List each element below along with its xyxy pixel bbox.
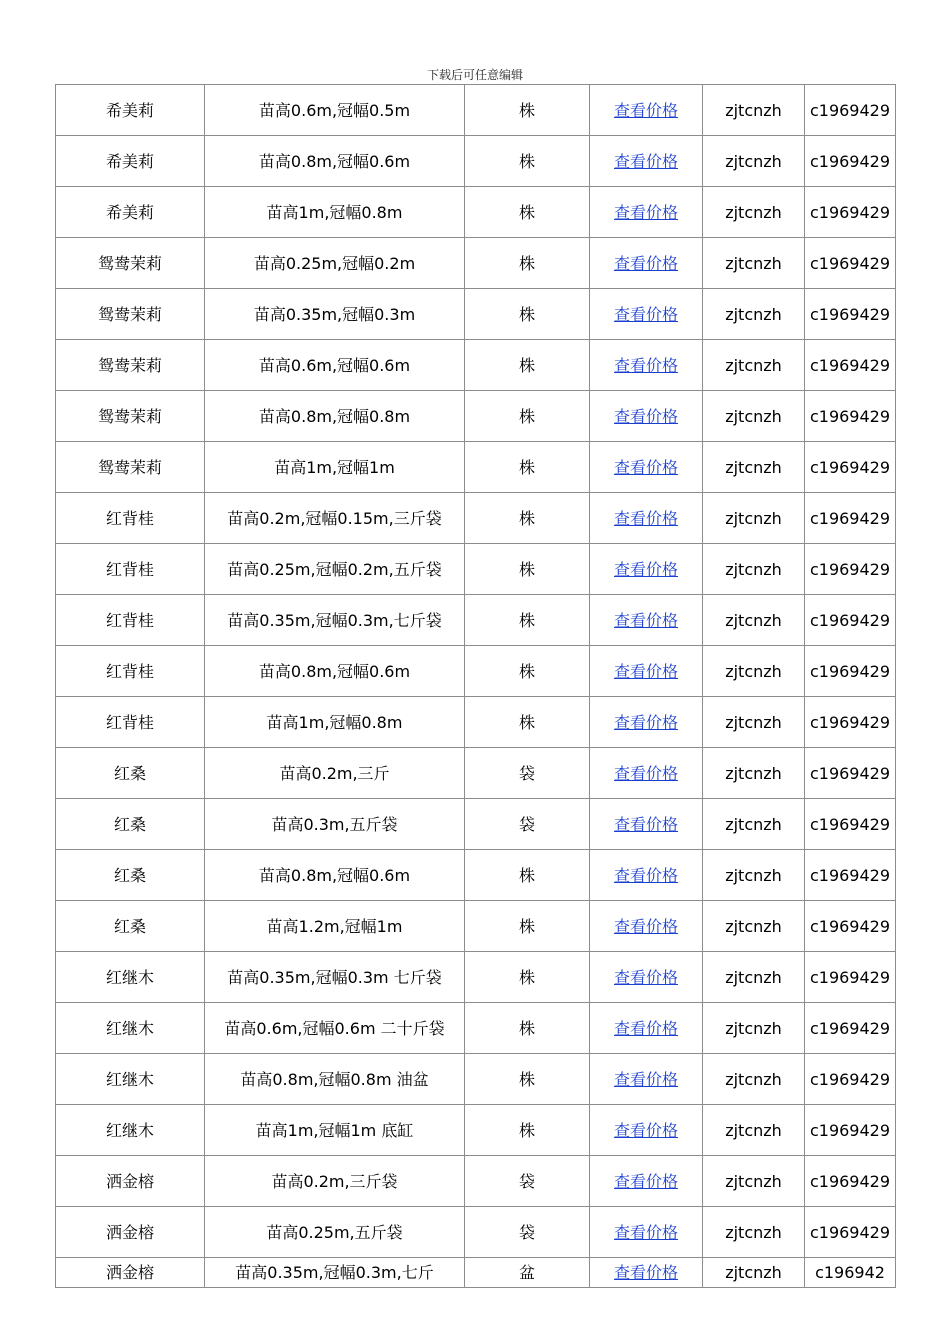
view-price-link[interactable]: 查看价格 [613, 406, 678, 426]
unit-cell: 株 [465, 238, 590, 289]
table-row [56, 697, 896, 748]
table-row [56, 85, 896, 136]
spec-cell: 苗高0.8m,冠幅0.6m [205, 136, 465, 187]
price-link-cell [590, 697, 703, 748]
table-row [56, 442, 896, 493]
view-price-link[interactable]: 查看价格 [613, 610, 678, 630]
table-row [56, 1207, 896, 1258]
code-text: c1969429 [809, 100, 891, 120]
code-text: c1969429 [809, 355, 891, 375]
code-text: c1969429 [809, 253, 891, 273]
view-price-link[interactable]: 查看价格 [613, 1171, 678, 1191]
unit-cell: 袋 [465, 748, 590, 799]
table-row [56, 1156, 896, 1207]
contact-cell: zjtcnzh [703, 136, 805, 187]
code-cell [805, 289, 896, 340]
price-link-cell [590, 289, 703, 340]
table-row [56, 850, 896, 901]
code-cell [805, 340, 896, 391]
table-body [56, 85, 896, 1288]
code-text: c1969429 [809, 967, 891, 987]
code-text: c1969429 [809, 763, 891, 783]
table-row [56, 391, 896, 442]
code-text: c1969429 [809, 508, 891, 528]
code-text: c1969429 [809, 610, 891, 630]
plant-name-cell: 鸳鸯茉莉 [56, 391, 205, 442]
spec-cell: 苗高0.8m,冠幅0.6m [205, 850, 465, 901]
code-cell [805, 85, 896, 136]
contact-cell: zjtcnzh [703, 748, 805, 799]
price-link-cell [590, 340, 703, 391]
view-price-link[interactable]: 查看价格 [613, 661, 678, 681]
spec-cell: 苗高0.6m,冠幅0.5m [205, 85, 465, 136]
contact-cell: zjtcnzh [703, 697, 805, 748]
code-cell [805, 850, 896, 901]
unit-cell: 袋 [465, 1156, 590, 1207]
table-row [56, 901, 896, 952]
spec-cell: 苗高1m,冠幅1m [205, 442, 465, 493]
view-price-link[interactable]: 查看价格 [613, 253, 678, 273]
view-price-link[interactable]: 查看价格 [613, 457, 678, 477]
plant-name-cell: 洒金榕 [56, 1156, 205, 1207]
contact-cell: zjtcnzh [703, 1207, 805, 1258]
plant-name-cell: 红桑 [56, 850, 205, 901]
code-text: c1969429 [809, 1171, 891, 1191]
spec-cell: 苗高0.2m,三斤 [205, 748, 465, 799]
unit-cell: 株 [465, 901, 590, 952]
code-cell [805, 799, 896, 850]
table-row [56, 952, 896, 1003]
view-price-link[interactable]: 查看价格 [613, 1263, 678, 1282]
price-link-cell [590, 901, 703, 952]
contact-cell: zjtcnzh [703, 901, 805, 952]
code-text: c1969429 [809, 1120, 891, 1140]
table-row [56, 646, 896, 697]
code-text: c1969429 [809, 457, 891, 477]
price-link-cell [590, 85, 703, 136]
code-cell [805, 1003, 896, 1054]
code-cell [805, 136, 896, 187]
code-cell [805, 697, 896, 748]
table-row [56, 544, 896, 595]
view-price-link[interactable]: 查看价格 [613, 814, 678, 834]
contact-cell: zjtcnzh [703, 1258, 805, 1288]
unit-cell: 株 [465, 187, 590, 238]
table-row [56, 493, 896, 544]
price-link-cell [590, 1054, 703, 1105]
price-link-cell [590, 850, 703, 901]
plant-name-cell: 洒金榕 [56, 1207, 205, 1258]
table-row [56, 136, 896, 187]
spec-cell: 苗高0.3m,五斤袋 [205, 799, 465, 850]
code-cell [805, 1207, 896, 1258]
code-cell [805, 238, 896, 289]
code-text: c196942 [815, 1263, 885, 1282]
code-text: c1969429 [809, 865, 891, 885]
view-price-link[interactable]: 查看价格 [613, 202, 678, 222]
plant-name-cell: 红背桂 [56, 646, 205, 697]
plant-name-cell: 鸳鸯茉莉 [56, 238, 205, 289]
contact-cell: zjtcnzh [703, 493, 805, 544]
code-cell [805, 442, 896, 493]
code-text: c1969429 [809, 1222, 891, 1242]
price-link-cell [590, 544, 703, 595]
code-cell [805, 952, 896, 1003]
plant-name-cell: 希美莉 [56, 85, 205, 136]
price-link-cell [590, 493, 703, 544]
table-row [56, 1105, 896, 1156]
plant-name-cell: 红桑 [56, 901, 205, 952]
table-row [56, 1258, 896, 1288]
code-cell [805, 595, 896, 646]
view-price-link[interactable]: 查看价格 [613, 559, 678, 579]
unit-cell: 株 [465, 544, 590, 595]
plant-name-cell: 鸳鸯茉莉 [56, 442, 205, 493]
price-table [55, 84, 896, 1288]
spec-cell: 苗高0.25m,冠幅0.2m [205, 238, 465, 289]
price-link-cell [590, 595, 703, 646]
spec-cell: 苗高0.6m,冠幅0.6m 二十斤袋 [205, 1003, 465, 1054]
plant-name-cell: 希美莉 [56, 187, 205, 238]
code-text: c1969429 [809, 712, 891, 732]
code-text: c1969429 [809, 814, 891, 834]
code-cell [805, 1156, 896, 1207]
unit-cell: 株 [465, 493, 590, 544]
plant-name-cell: 红继木 [56, 1003, 205, 1054]
code-text: c1969429 [809, 202, 891, 222]
unit-cell: 株 [465, 442, 590, 493]
table-row [56, 595, 896, 646]
contact-cell: zjtcnzh [703, 850, 805, 901]
spec-cell: 苗高1m,冠幅0.8m [205, 697, 465, 748]
unit-cell: 株 [465, 697, 590, 748]
plant-name-cell: 红背桂 [56, 544, 205, 595]
plant-name-cell: 红继木 [56, 1105, 205, 1156]
unit-cell: 株 [465, 1054, 590, 1105]
price-link-cell [590, 799, 703, 850]
price-link-cell [590, 187, 703, 238]
spec-cell: 苗高0.8m,冠幅0.6m [205, 646, 465, 697]
view-price-link[interactable]: 查看价格 [613, 967, 678, 987]
plant-name-cell: 希美莉 [56, 136, 205, 187]
spec-cell: 苗高0.2m,冠幅0.15m,三斤袋 [205, 493, 465, 544]
table-row [56, 748, 896, 799]
spec-cell: 苗高0.8m,冠幅0.8m [205, 391, 465, 442]
plant-name-cell: 红背桂 [56, 697, 205, 748]
view-price-link[interactable]: 查看价格 [613, 151, 678, 171]
spec-cell: 苗高1.2m,冠幅1m [205, 901, 465, 952]
unit-cell: 盆 [465, 1258, 590, 1288]
table-row [56, 289, 896, 340]
unit-cell: 株 [465, 952, 590, 1003]
view-price-link[interactable]: 查看价格 [613, 304, 678, 324]
unit-cell: 袋 [465, 799, 590, 850]
price-link-cell [590, 1156, 703, 1207]
view-price-link[interactable]: 查看价格 [613, 1018, 678, 1038]
code-text: c1969429 [809, 559, 891, 579]
code-text: c1969429 [809, 151, 891, 171]
code-cell [805, 901, 896, 952]
unit-cell: 株 [465, 1003, 590, 1054]
code-cell [805, 748, 896, 799]
unit-cell: 株 [465, 289, 590, 340]
table-row [56, 799, 896, 850]
plant-name-cell: 鸳鸯茉莉 [56, 289, 205, 340]
unit-cell: 株 [465, 850, 590, 901]
code-cell [805, 544, 896, 595]
table-row [56, 1054, 896, 1105]
plant-name-cell: 红背桂 [56, 493, 205, 544]
spec-cell: 苗高1m,冠幅1m 底缸 [205, 1105, 465, 1156]
view-price-link[interactable]: 查看价格 [613, 508, 678, 528]
code-cell [805, 187, 896, 238]
price-link-cell [590, 952, 703, 1003]
contact-cell: zjtcnzh [703, 1003, 805, 1054]
spec-cell: 苗高0.35m,冠幅0.3m,七斤袋 [205, 595, 465, 646]
table-row [56, 187, 896, 238]
view-price-link[interactable]: 查看价格 [613, 916, 678, 936]
table-row [56, 1003, 896, 1054]
price-link-cell [590, 442, 703, 493]
view-price-link[interactable]: 查看价格 [613, 763, 678, 783]
contact-cell: zjtcnzh [703, 1054, 805, 1105]
unit-cell: 株 [465, 391, 590, 442]
code-text: c1969429 [809, 916, 891, 936]
code-cell [805, 391, 896, 442]
contact-cell: zjtcnzh [703, 1156, 805, 1207]
unit-cell: 株 [465, 595, 590, 646]
code-text: c1969429 [809, 1018, 891, 1038]
contact-cell: zjtcnzh [703, 289, 805, 340]
view-price-link[interactable]: 查看价格 [613, 355, 678, 375]
table-row [56, 340, 896, 391]
unit-cell: 株 [465, 85, 590, 136]
code-cell [805, 1258, 896, 1288]
price-link-cell [590, 136, 703, 187]
contact-cell: zjtcnzh [703, 85, 805, 136]
price-link-cell [590, 238, 703, 289]
price-link-cell [590, 646, 703, 697]
spec-cell: 苗高0.6m,冠幅0.6m [205, 340, 465, 391]
view-price-link[interactable]: 查看价格 [613, 100, 678, 120]
contact-cell: zjtcnzh [703, 544, 805, 595]
spec-cell: 苗高0.35m,冠幅0.3m 七斤袋 [205, 952, 465, 1003]
unit-cell: 株 [465, 136, 590, 187]
contact-cell: zjtcnzh [703, 952, 805, 1003]
view-price-link[interactable]: 查看价格 [613, 1069, 678, 1089]
plant-name-cell: 红继木 [56, 1054, 205, 1105]
view-price-link[interactable]: 查看价格 [613, 1120, 678, 1140]
price-link-cell [590, 1105, 703, 1156]
plant-name-cell: 红背桂 [56, 595, 205, 646]
view-price-link[interactable]: 查看价格 [613, 712, 678, 732]
price-link-cell [590, 1003, 703, 1054]
plant-name-cell: 红桑 [56, 799, 205, 850]
price-link-cell [590, 391, 703, 442]
code-cell [805, 493, 896, 544]
view-price-link[interactable]: 查看价格 [613, 1222, 678, 1242]
code-cell [805, 1105, 896, 1156]
contact-cell: zjtcnzh [703, 1105, 805, 1156]
plant-name-cell: 红桑 [56, 748, 205, 799]
unit-cell: 株 [465, 340, 590, 391]
code-text: c1969429 [809, 1069, 891, 1089]
price-link-cell [590, 1207, 703, 1258]
view-price-link[interactable]: 查看价格 [613, 865, 678, 885]
plant-name-cell: 洒金榕 [56, 1258, 205, 1288]
contact-cell: zjtcnzh [703, 799, 805, 850]
unit-cell: 袋 [465, 1207, 590, 1258]
contact-cell: zjtcnzh [703, 646, 805, 697]
contact-cell: zjtcnzh [703, 340, 805, 391]
table-row [56, 238, 896, 289]
contact-cell: zjtcnzh [703, 595, 805, 646]
unit-cell: 株 [465, 1105, 590, 1156]
code-text: c1969429 [809, 406, 891, 426]
code-text: c1969429 [809, 304, 891, 324]
code-text: c1969429 [809, 661, 891, 681]
spec-cell: 苗高0.35m,冠幅0.3m [205, 289, 465, 340]
price-link-cell [590, 748, 703, 799]
plant-name-cell: 红继木 [56, 952, 205, 1003]
contact-cell: zjtcnzh [703, 187, 805, 238]
unit-cell: 株 [465, 646, 590, 697]
spec-cell: 苗高0.25m,五斤袋 [205, 1207, 465, 1258]
contact-cell: zjtcnzh [703, 391, 805, 442]
code-cell [805, 1054, 896, 1105]
code-cell [805, 646, 896, 697]
contact-cell: zjtcnzh [703, 238, 805, 289]
plant-name-cell: 鸳鸯茉莉 [56, 340, 205, 391]
price-link-cell [590, 1258, 703, 1288]
contact-cell: zjtcnzh [703, 442, 805, 493]
spec-cell: 苗高0.35m,冠幅0.3m,七斤 [205, 1258, 465, 1288]
spec-cell: 苗高0.25m,冠幅0.2m,五斤袋 [205, 544, 465, 595]
spec-cell: 苗高0.2m,三斤袋 [205, 1156, 465, 1207]
page-header: 下载后可任意编辑 [426, 68, 523, 82]
spec-cell: 苗高1m,冠幅0.8m [205, 187, 465, 238]
spec-cell: 苗高0.8m,冠幅0.8m 油盆 [205, 1054, 465, 1105]
